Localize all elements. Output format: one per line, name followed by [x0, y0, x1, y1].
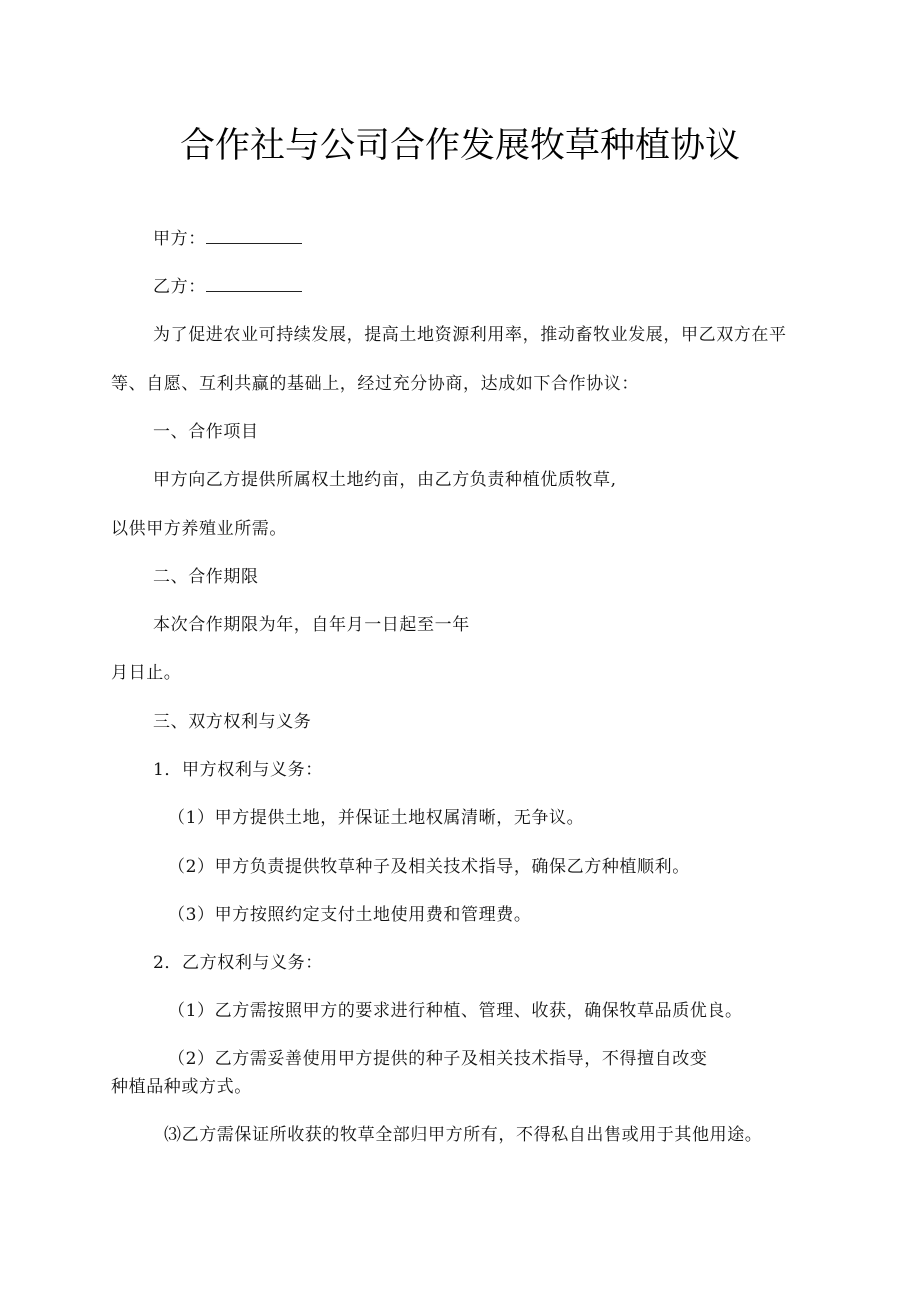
party-b-line	[153, 276, 302, 298]
section3-sub2-item-2-line-2: 种植品种或方式。	[111, 1077, 252, 1097]
party-a-line	[153, 228, 302, 250]
section3-sub2-item-2-line-1: （2）乙方需妥善使用甲方提供的种子及相关技术指导，不得擅自改变	[168, 1049, 708, 1069]
party-a-label: 甲方：	[153, 229, 206, 249]
document-title: 合作社与公司合作发展牧草种植协议	[179, 126, 740, 166]
section3-sub1-item-3: （3）甲方按照约定支付土地使用费和管理费。	[168, 905, 532, 925]
section3-heading: 三、双方权利与义务	[153, 712, 312, 732]
section1-heading: 一、合作项目	[153, 422, 259, 442]
section2-line-1: 本次合作期限为年，自年月一日起至一年	[153, 615, 470, 635]
intro-line-2: 等、自愿、互利共赢的基础上，经过充分协商，达成如下合作协议：	[111, 374, 639, 394]
section2-line-2: 月日止。	[111, 663, 182, 683]
section2-heading: 二、合作期限	[153, 567, 259, 587]
section3-sub1-item-1: （1）甲方提供土地，并保证土地权属清晰，无争议。	[168, 808, 585, 828]
intro-line-1: 为了促进农业可持续发展，提高土地资源利用率，推动畜牧业发展，甲乙双方在平	[153, 325, 787, 345]
section3-sub1-item-2: （2）甲方负责提供牧草种子及相关技术指导，确保乙方种植顺利。	[168, 857, 690, 877]
section1-line-2: 以供甲方养殖业所需。	[111, 519, 287, 539]
section3-sub2-item-1: （1）乙方需按照甲方的要求进行种植、管理、收获，确保牧草品质优良。	[168, 1001, 743, 1021]
section1-line-1: 甲方向乙方提供所属权土地约亩，由乙方负责种植优质牧草,	[153, 470, 617, 490]
party-a-blank	[206, 229, 302, 244]
party-b-blank	[206, 277, 302, 292]
party-b-label: 乙方：	[153, 277, 206, 297]
section3-sub2-heading: 2．乙方权利与义务：	[153, 953, 323, 973]
section3-sub2-item-3: ⑶乙方需保证所收获的牧草全部归甲方所有，不得私自出售或用于其他用途。	[164, 1125, 763, 1145]
section3-sub1-heading: 1．甲方权利与义务：	[153, 760, 323, 780]
